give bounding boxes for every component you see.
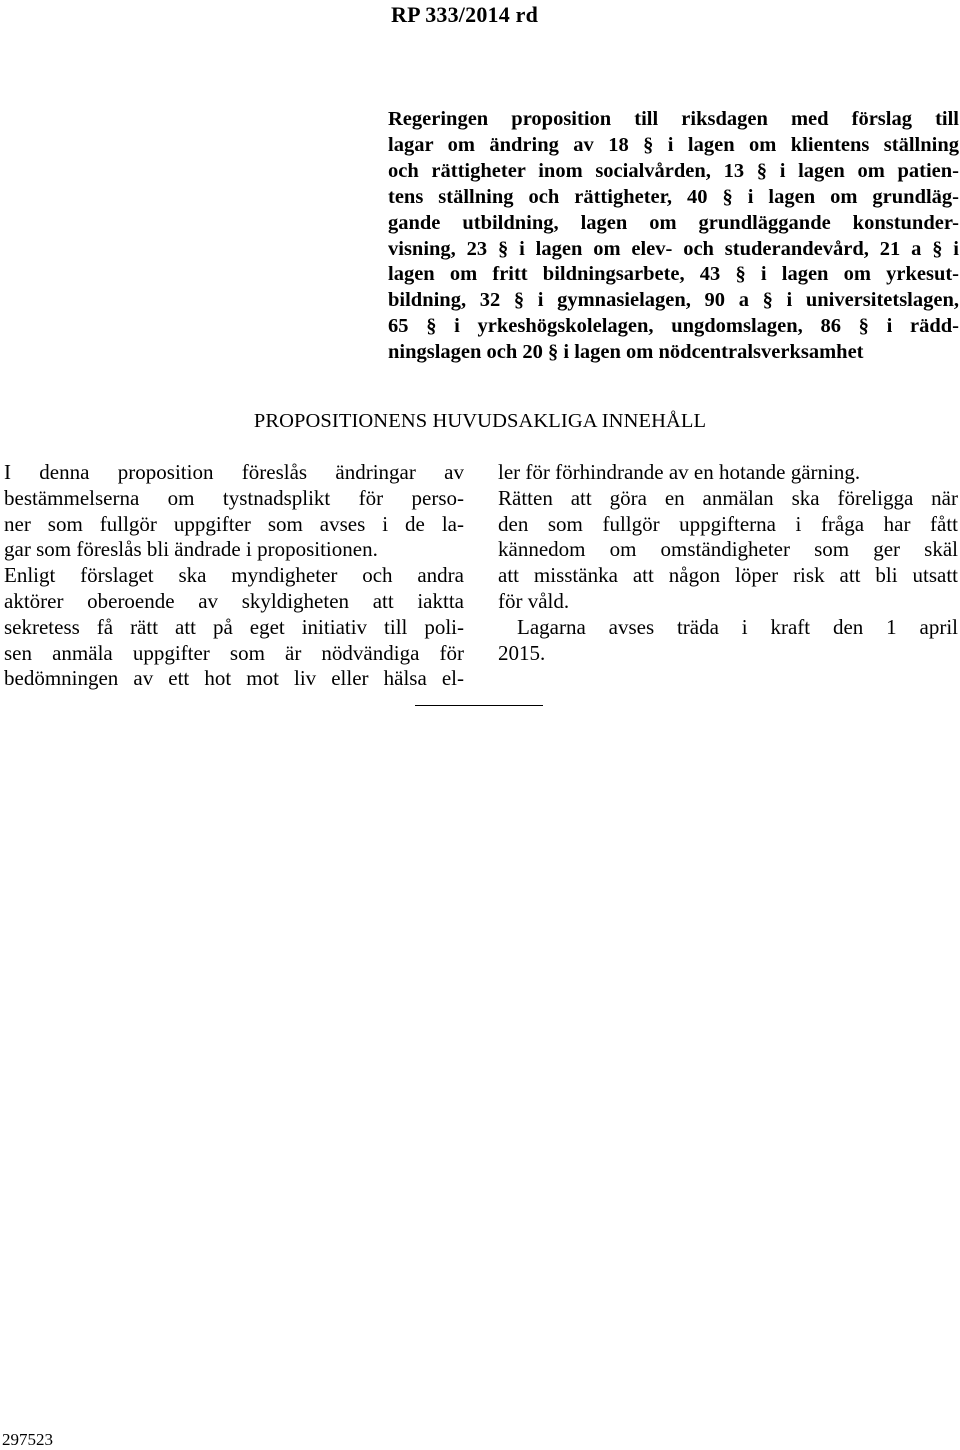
body-line: I denna proposition föreslås ändringar av <box>4 460 464 484</box>
title-line: visning, 23 § i lagen om elev- och studerandevård, 21 a § i <box>388 237 959 260</box>
page-number: 297523 <box>2 1430 53 1449</box>
separator-rule <box>415 705 543 706</box>
title-line: Regeringen proposition till riksdagen med förslag till <box>388 108 959 130</box>
body-line: kännedom om omständigheter som ger skäl <box>498 537 958 562</box>
title-line: lagar om ändring av 18 § i lagen om klientens ställning <box>388 133 959 156</box>
body-line: Enligt förslaget ska myndigheter och andra <box>4 563 464 588</box>
title-line: lagen om fritt bildningsarbete, 43 § i lagen om yrkesut- <box>388 263 959 286</box>
title-line: bildning, 32 § i gymnasielagen, 90 a § i universitetslagen, <box>388 289 959 312</box>
body-line: den som fullgör uppgifterna i fråga har fått <box>498 511 958 536</box>
title-line: 65 § i yrkeshögskolelagen, ungdomslagen, 86 § i rädd- <box>388 315 959 338</box>
body-line: bestämmelserna om tystnadsplikt för perso- <box>4 485 464 510</box>
body-line: Lagarna avses träda i kraft den 1 april <box>517 614 958 639</box>
body-line: bedömningen av ett hot mot liv eller hälsa el- <box>4 666 464 691</box>
body-line: aktörer oberoende av skyldigheten att iaktta <box>4 588 464 613</box>
body-column-right <box>498 460 958 666</box>
body-line: sen anmäla uppgifter som är nödvändiga för <box>4 640 464 665</box>
proposition-title <box>388 107 959 366</box>
body-line: ler för förhindrande av en hotande gärning. <box>498 460 861 484</box>
body-line: ner som fullgör uppgifter som avses i de la- <box>4 511 464 536</box>
body-line: gar som föreslås bli ändrade i propositionen. <box>4 537 378 562</box>
body-line: sekretess få rätt att på eget initiativ till poli- <box>4 614 464 639</box>
body-line: Rätten att göra en anmälan ska föreligga när <box>498 485 958 510</box>
section-heading: PROPOSITIONENS HUVUDSAKLIGA INNEHÅLL <box>253 410 707 432</box>
body-line: att misstänka att någon löper risk att bli utsatt <box>498 563 958 588</box>
body-column-left <box>4 460 464 692</box>
document-id: RP 333/2014 rd <box>391 2 539 27</box>
body-line: 2015. <box>498 640 546 665</box>
body-line: för våld. <box>498 588 570 613</box>
title-line: gande utbildning, lagen om grundläggande konstunder- <box>388 211 959 234</box>
title-line: ningslagen och 20 § i lagen om nödcentralsverksamhet <box>388 341 864 364</box>
title-line: och rättigheter inom socialvården, 13 § i lagen om patien- <box>388 159 959 182</box>
title-line: tens ställning och rättigheter, 40 § i lagen om grundläg- <box>388 185 959 208</box>
